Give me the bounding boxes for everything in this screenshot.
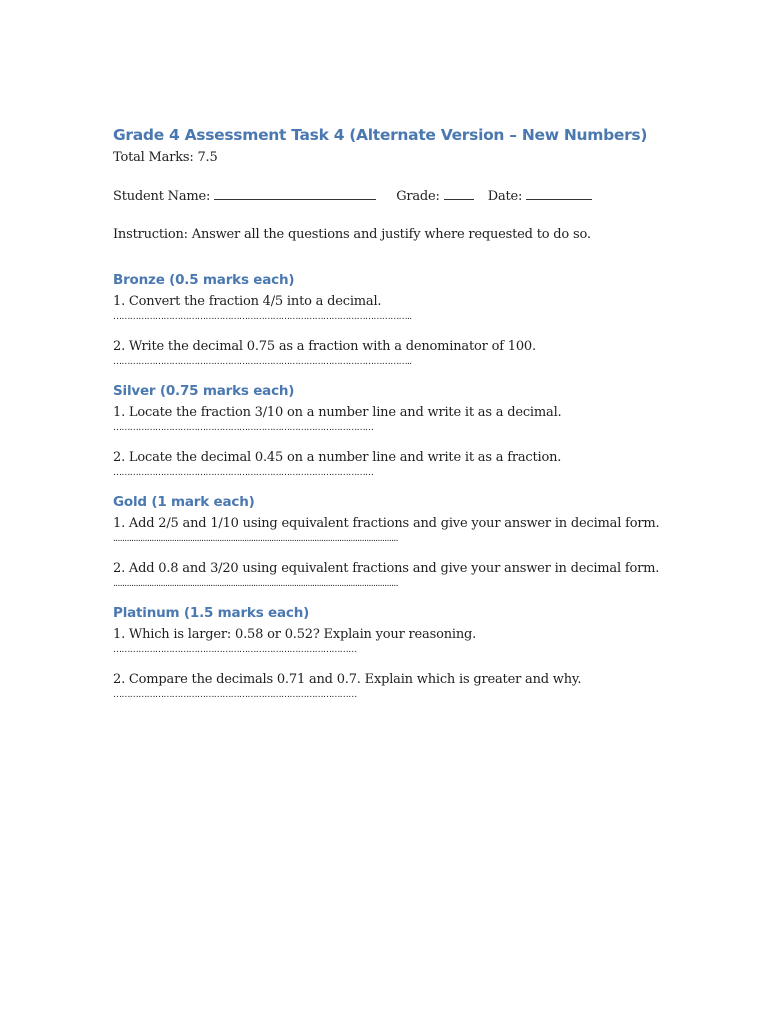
question-text: 1. Locate the fraction 3/10 on a number line and write it as a decimal.	[113, 405, 562, 420]
document-body	[113, 124, 673, 701]
question-text: 1. Which is larger: 0.58 or 0.52? Explain your reasoning.	[113, 627, 477, 642]
answer-line[interactable]: …………………………………………………………………………………	[113, 468, 374, 478]
student-name-field[interactable]	[214, 187, 376, 200]
grade-label: Grade:	[396, 189, 440, 204]
student-info-row	[113, 187, 673, 206]
student-name-label: Student Name:	[113, 189, 211, 204]
question-text: 1. Add 2/5 and 1/10 using equivalent fractions and give your answer in decimal form.	[113, 516, 660, 531]
section-heading-bronze: Bronze (0.5 marks each)	[113, 272, 295, 288]
section-heading-silver: Silver (0.75 marks each)	[113, 383, 295, 399]
answer-line[interactable]: ..............................................................................................................................	[113, 579, 398, 589]
question-text: 1. Convert the fraction 4/5 into a decimal.	[113, 294, 382, 309]
page-title: Grade 4 Assessment Task 4 (Alternate Version – New Numbers)	[113, 126, 648, 144]
question-text: 2. Add 0.8 and 3/20 using equivalent fractions and give your answer in decimal form.	[113, 561, 660, 576]
grade-field[interactable]	[444, 187, 474, 200]
answer-line[interactable]: ……………………………………………………………………………………………..	[113, 357, 412, 367]
answer-line[interactable]: ……………………………………………………………………………	[113, 690, 357, 700]
question-text: 2. Write the decimal 0.75 as a fraction with a denominator of 100.	[113, 339, 536, 354]
question-text: 2. Locate the decimal 0.45 on a number line and write it as a fraction.	[113, 450, 562, 465]
question-text: 2. Compare the decimals 0.71 and 0.7. Explain which is greater and why.	[113, 672, 582, 687]
answer-line[interactable]: ……………………………………………………………………………………………..	[113, 312, 412, 322]
date-label: Date:	[487, 189, 523, 204]
section-heading-platinum: Platinum (1.5 marks each)	[113, 605, 310, 621]
answer-line[interactable]: ..............................................................................................................................	[113, 534, 398, 544]
answer-line[interactable]: …………………………………………………………………………………	[113, 423, 374, 433]
total-marks: Total Marks: 7.5	[113, 150, 218, 165]
section-heading-gold: Gold (1 mark each)	[113, 494, 255, 510]
instruction-text: Instruction: Answer all the questions and justify where requested to do so.	[113, 227, 591, 242]
date-field[interactable]	[526, 187, 592, 200]
answer-line[interactable]: ……………………………………………………………………………	[113, 645, 357, 655]
